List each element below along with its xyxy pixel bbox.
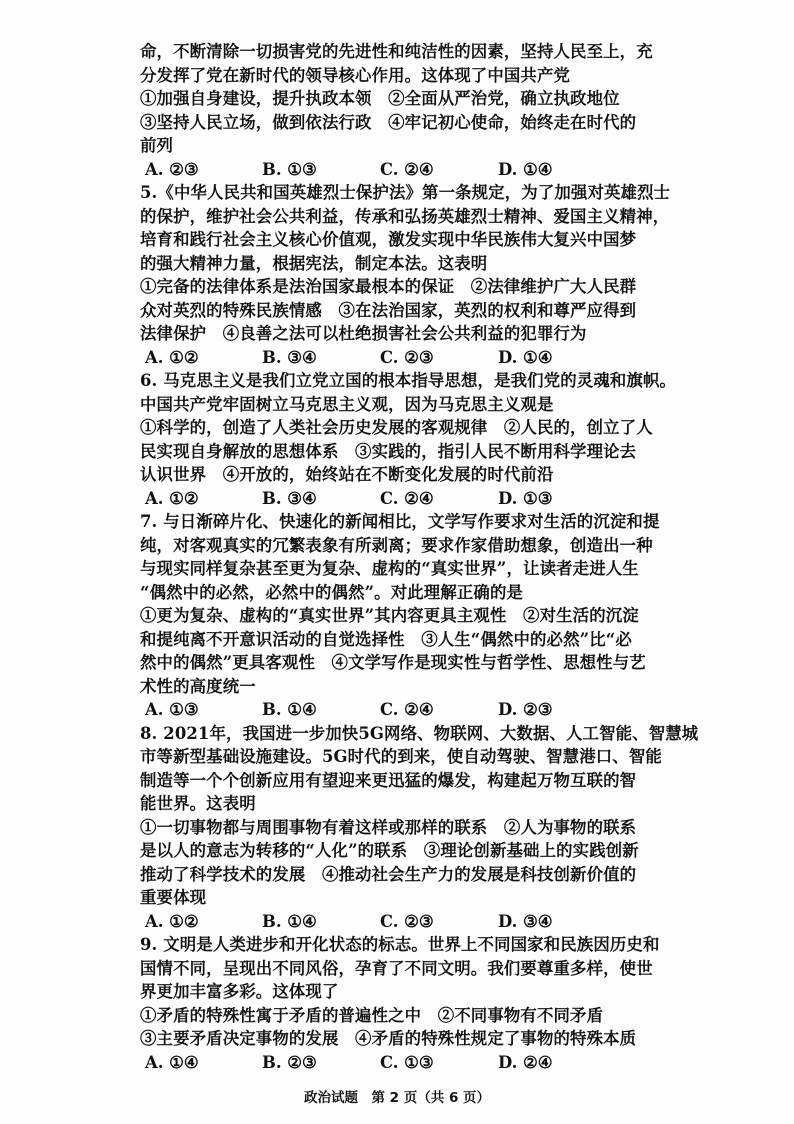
text-line: ①加强自身建设，提升执政本领 ②全面从严治党，确立执政地位 — [140, 89, 620, 108]
text-line: 推动了科学技术的发展 ④推动社会生产力的发展是科技创新价值的 — [140, 864, 637, 884]
question-6 — [140, 369, 677, 510]
question-stem: 7. 与日渐碎片化、快速化的新闻相比，文学写作要求对生活的沉淀和提 — [140, 512, 660, 531]
text-line: 前列 — [140, 136, 174, 155]
text-line: 认识世界 ④开放的，始终站在不断变化发展的时代前沿 — [140, 465, 554, 484]
question-stem: 9. 文明是人类进步和开化状态的标志。世界上不同国家和民族因历史和 — [140, 935, 660, 954]
text-line: ①矛盾的特殊性寓于矛盾的普遍性之中 ②不同事物有不同矛盾 — [140, 1005, 604, 1025]
text-line: 中国共产党牢固树立马克思主义观，因为马克思主义观是 — [140, 394, 554, 414]
option-c: C. ②④ — [380, 700, 434, 719]
text-line: ③坚持人民立场，做到依法行政 ④牢记初心使命，始终走在时代的 — [140, 112, 637, 132]
text-line: 和提纯离不开意识活动的自觉选择性 ③人生“偶然中的必然”比“必 — [140, 629, 632, 649]
text-line: 的强大精神力量，根据宪法，制定本法。这表明 — [140, 253, 488, 273]
answer-options — [140, 698, 660, 722]
text-line: 市等新型基础设施建设。5G时代的到来，使自动驾驶、智慧港口、智能 — [140, 747, 662, 766]
answer-options — [140, 910, 660, 934]
option-b: B. ①③ — [262, 159, 317, 179]
option-b: B. ①④ — [262, 700, 317, 719]
text-line: 的保护，维护社会公共利益，传承和弘扬英雄烈士精神、爱国主义精神， — [140, 206, 670, 226]
question-8 — [140, 722, 699, 934]
option-d: D. ②④ — [498, 1052, 553, 1072]
option-b: B. ③④ — [262, 347, 317, 367]
option-b: B. ③④ — [262, 488, 317, 508]
text-line: 分发挥了党在新时代的领导核心作用。这体现了中国共产党 — [140, 65, 571, 85]
text-line: 能世界。这表明 — [140, 794, 256, 813]
text-line: 国情不同，呈现出不同风俗，孕育了不同文明。我们要尊重多样，使世 — [140, 958, 653, 978]
option-d: D. ②③ — [498, 700, 553, 719]
option-a: A. ①④ — [145, 1052, 199, 1072]
text-line: 术性的高度统一 — [140, 676, 256, 696]
text-line: ①一切事物都与周围事物有着这样或那样的联系 ②人为事物的联系 — [140, 817, 637, 837]
text-line: 培育和践行社会主义核心价值观，激发实现中华民族伟大复兴中国梦 — [140, 230, 637, 249]
option-b: B. ①④ — [262, 911, 317, 931]
option-d: D. ③④ — [498, 911, 553, 931]
text-line: ①完备的法律体系是法治国家最根本的保证 ②法律维护广大人民群 — [140, 277, 637, 296]
text-line: ③主要矛盾决定事物的发展 ④矛盾的特殊性规定了事物的特殊本质 — [140, 1029, 637, 1048]
answer-options — [140, 487, 660, 511]
answer-options — [140, 158, 660, 182]
option-a: A. ①② — [145, 911, 199, 931]
text-line: 命，不断清除一切损害党的先进性和纯洁性的因素，坚持人民至上，充 — [140, 42, 653, 61]
option-a: A. ②③ — [145, 159, 199, 179]
question-4-continued — [140, 40, 660, 181]
text-line: 与现实同样复杂甚至更为复杂、虚构的“真实世界”，让读者走进人生 — [140, 559, 639, 578]
question-7 — [140, 510, 660, 722]
text-line: 重要体现 — [140, 888, 207, 907]
question-stem: 6. 马克思主义是我们立党立国的根本指导思想，是我们党的灵魂和旗帜。 — [140, 371, 677, 390]
option-d: D. ①③ — [498, 488, 553, 508]
text-line: ①科学的，创造了人类社会历史发展的客观规律 ②人民的，创立了人 — [140, 418, 653, 437]
option-c: C. ②③ — [380, 347, 434, 367]
question-9 — [140, 933, 660, 1074]
option-c: C. ②④ — [380, 159, 434, 179]
option-c: C. ②③ — [380, 911, 434, 931]
option-a: A. ①② — [145, 347, 199, 367]
text-line: 制造等一个个创新应用有望迎来更迅猛的爆发，构建起万物互联的智 — [140, 770, 637, 790]
question-stem: 5.《中华人民共和国英雄烈士保护法》第一条规定，为了加强对英雄烈士 — [140, 183, 671, 202]
text-line: 民实现自身解放的思想体系 ③实践的，指引人民不断用科学理论去 — [140, 441, 637, 461]
text-line: 界更加丰富多彩。这体现了 — [140, 982, 339, 1001]
text-line: 是以人的意志为转移的“人化”的联系 ③理论创新基础上的实践创新 — [140, 841, 639, 860]
text-line: “偶然中的必然，必然中的偶然”。对此理解正确的是 — [140, 582, 524, 602]
text-line: 纯，对客观真实的冗繁表象有所剥离；要求作家借助想象，创造出一种 — [140, 535, 653, 555]
page-footer: 政治试题 第 2 页（共 6 页） — [303, 1090, 491, 1106]
answer-options — [140, 346, 660, 370]
text-line: 法律保护 ④良善之法可以杜绝损害社会公共利益的犯罪行为 — [140, 324, 587, 343]
text-line: ①更为复杂、虚构的“真实世界”其内容更具主观性 ②对生活的沉淀 — [140, 606, 639, 625]
option-c: C. ②④ — [380, 488, 434, 508]
answer-options — [140, 1051, 660, 1075]
question-stem: 8. 2021年，我国进一步加快5G网络、物联网、大数据、人工智能、智慧城 — [140, 723, 699, 743]
option-a: A. ①③ — [145, 700, 199, 719]
option-a: A. ①② — [145, 488, 199, 508]
option-d: D. ①④ — [498, 159, 553, 179]
option-c: C. ①③ — [380, 1052, 434, 1072]
option-d: D. ①④ — [498, 347, 553, 367]
text-line: 然中的偶然”更具客观性 ④文学写作是现实性与哲学性、思想性与艺 — [140, 653, 646, 672]
text-line: 众对英烈的特殊民族情感 ③在法治国家，英烈的权利和尊严应得到 — [140, 300, 637, 320]
page-content — [140, 40, 699, 1074]
question-5 — [140, 181, 671, 369]
option-b: B. ②③ — [262, 1052, 317, 1072]
